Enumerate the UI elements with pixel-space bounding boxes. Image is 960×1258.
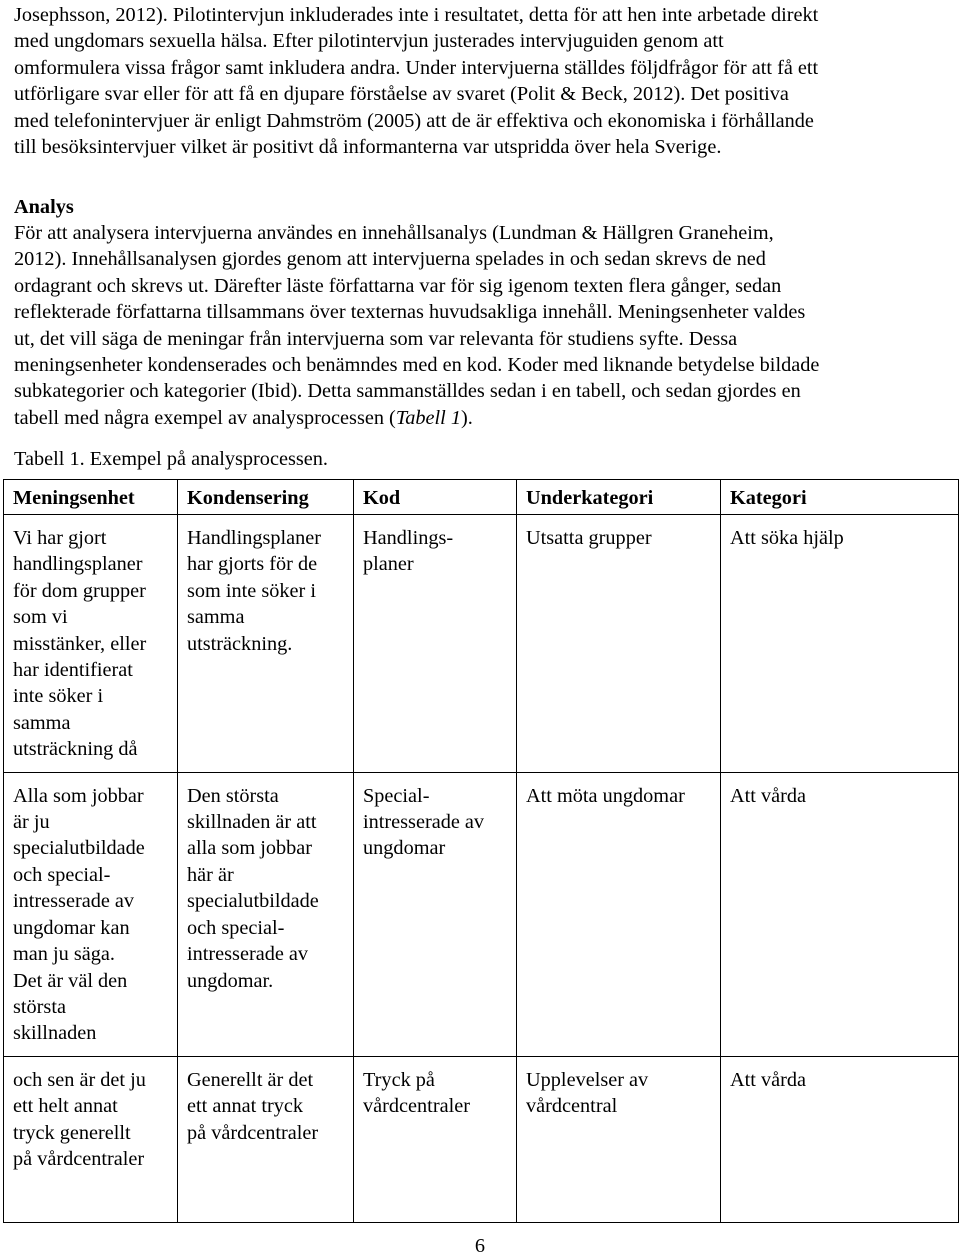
text-line: med telefonintervjuer är enligt Dahmström (2005) att de är effektiva och ekonomiska i förhållande — [14, 109, 814, 132]
column-header-kategori: Kategori — [721, 480, 959, 515]
cell-kategori — [721, 515, 959, 773]
text-line: 2012). Innehållsanalysen gjordes genom att intervjuerna spelades in och sedan skrevs de ned — [14, 248, 766, 271]
cell-line: Alla som jobbar — [13, 784, 144, 807]
cell-line: alla som jobbar — [187, 837, 313, 860]
cell-line: handlingsplaner — [13, 553, 143, 576]
text-line: reflekterade författarna tillsammans över texternas huvudsakliga innehåll. Meningsenheter valdes — [14, 301, 806, 324]
text-line: till besöksintervjuer vilket är positivt då informanterna var utspridda över hela Sverige. — [14, 136, 722, 159]
cell-line: och special- — [13, 863, 111, 886]
cell-line: Den största — [187, 784, 279, 807]
cell-line: samma — [187, 606, 245, 629]
page-number: 6 — [474, 1235, 486, 1257]
text-line: utförligare svar eller för att få en djupare förståelse av svaret (Polit & Beck, 2012). Det positiva — [14, 83, 789, 106]
text-line: med ungdomars sexuella hälsa. Efter pilotintervjun justerades intervjuguiden genom att — [14, 30, 724, 53]
text-fragment: ). — [461, 406, 473, 429]
cell-line: specialutbildade — [13, 837, 145, 860]
cell-kategori — [721, 772, 959, 1056]
cell-line: Special- — [363, 784, 430, 807]
cell-line: har identifierat — [13, 659, 133, 682]
column-header-kod: Kod — [354, 480, 517, 515]
cell-line: som vi — [13, 606, 68, 629]
cell-line: för dom grupper — [13, 579, 146, 602]
cell-line: ungdomar — [363, 837, 446, 860]
cell-line: utsträckning. — [187, 632, 293, 655]
cell-line: ungdomar. — [187, 969, 274, 992]
cell-kod — [354, 515, 517, 773]
cell-line: Utsatta grupper — [526, 527, 652, 549]
cell-kondensering — [178, 1056, 354, 1223]
cell-kategori — [721, 1056, 959, 1223]
cell-line: Upplevelser av — [526, 1068, 649, 1091]
cell-line: Handlingsplaner — [187, 527, 322, 549]
cell-line: intresserade av — [13, 890, 135, 913]
cell-line: Att vårda — [730, 784, 807, 807]
text-line: subkategorier och kategorier (Ibid). Detta sammanställdes sedan i en tabell, och sedan gjordes en — [14, 380, 801, 403]
table-caption: Tabell 1. Exempel på analysprocessen. — [14, 448, 328, 470]
cell-line: Generellt är det — [187, 1068, 314, 1091]
cell-line: skillnaden — [13, 1022, 97, 1045]
cell-kondensering — [178, 772, 354, 1056]
table-header-row — [4, 480, 959, 515]
column-header-underkategori: Underkategori — [517, 480, 721, 515]
cell-kod — [354, 772, 517, 1056]
cell-line: och special- — [187, 916, 285, 939]
cell-line: intresserade av — [363, 811, 485, 834]
cell-kondensering — [178, 515, 354, 773]
text-line: meningsenheter kondenserades och benämndes med en kod. Koder med liknande betydelse bildade — [14, 354, 820, 377]
paragraph-method-pilot — [14, 2, 952, 160]
cell-line: här är — [187, 863, 234, 886]
column-header-kondensering: Kondensering — [178, 480, 354, 515]
cell-line: ett annat tryck — [187, 1095, 304, 1118]
cell-line: ett helt annat — [13, 1095, 118, 1118]
cell-meningsenhet — [4, 515, 178, 773]
cell-line: och sen är det ju — [13, 1068, 146, 1091]
cell-line: på vårdcentraler — [13, 1147, 145, 1170]
text-line — [14, 405, 952, 431]
cell-line: Tryck på — [363, 1068, 435, 1091]
text-line: ordagrant och skrevs ut. Därefter läste författarna var för sig igenom texten flera gånger, sedan — [14, 274, 782, 297]
cell-line: inte söker i — [13, 685, 104, 708]
section-heading-analys: Analys — [14, 196, 74, 218]
cell-line: Det är väl den — [13, 969, 128, 992]
cell-line: Att möta ungdomar — [526, 784, 685, 807]
cell-line: har gjorts för de — [187, 553, 318, 576]
cell-line: Vi har gjort — [13, 527, 107, 549]
cell-line: tryck generellt — [13, 1121, 131, 1144]
cell-line: vårdcentral — [526, 1095, 618, 1118]
cell-underkategori — [517, 515, 721, 773]
cell-line: intresserade av — [187, 943, 309, 966]
cell-meningsenhet — [4, 772, 178, 1056]
cell-line: ungdomar kan — [13, 916, 130, 939]
column-header-meningsenhet: Meningsenhet — [4, 480, 178, 515]
cell-line: största — [13, 995, 66, 1018]
cell-line: vårdcentraler — [363, 1095, 470, 1118]
analysis-table — [3, 479, 959, 1223]
cell-line: Att vårda — [730, 1068, 807, 1091]
cell-line: planer — [363, 553, 414, 576]
text-line: Josephsson, 2012). Pilotintervjun inkluderades inte i resultatet, detta för att hen inte arbetade direkt — [14, 4, 819, 26]
cell-meningsenhet — [4, 1056, 178, 1223]
cell-line: man ju säga. — [13, 943, 115, 966]
table-row — [4, 1056, 959, 1223]
text-line: ut, det vill säga de meningar från intervjuerna som var relevanta för studiens syfte. Dessa — [14, 327, 738, 350]
cell-line: på vårdcentraler — [187, 1121, 319, 1144]
cell-line: är ju — [13, 811, 50, 834]
cell-line: specialutbildade — [187, 890, 319, 913]
text-fragment: tabell med några exempel av analysprocessen ( — [14, 406, 396, 429]
cell-kod — [354, 1056, 517, 1223]
cell-underkategori — [517, 1056, 721, 1223]
cell-line: som inte söker i — [187, 579, 316, 602]
text-line: För att analysera intervjuerna användes en innehållsanalys (Lundman & Hällgren Graneheim, — [14, 222, 774, 244]
paragraph-analysis — [14, 220, 952, 431]
cell-line: misstänker, eller — [13, 632, 147, 655]
cell-line: utsträckning då — [13, 738, 138, 761]
cell-line: skillnaden är att — [187, 811, 317, 834]
table-reference: Tabell 1 — [395, 406, 461, 429]
cell-underkategori — [517, 772, 721, 1056]
text-line: omformulera vissa frågor samt inkludera andra. Under intervjuerna ställdes följdfrågor för att få ett — [14, 56, 819, 79]
cell-line: Handlings- — [363, 527, 454, 549]
table-row — [4, 515, 959, 773]
cell-line: samma — [13, 711, 71, 734]
table-row — [4, 772, 959, 1056]
cell-line: Att söka hjälp — [730, 527, 844, 549]
